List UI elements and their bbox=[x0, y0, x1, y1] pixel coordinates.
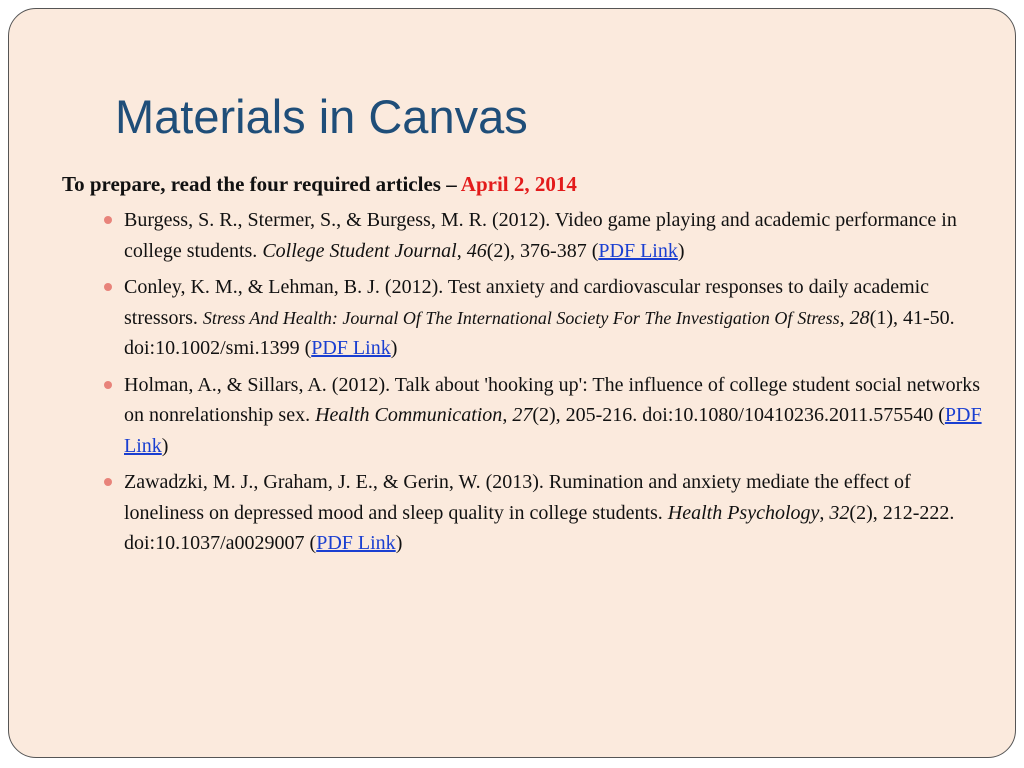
reference-list bbox=[62, 205, 982, 559]
reference-journal-continued: Stress bbox=[797, 307, 840, 328]
slide bbox=[8, 8, 1016, 758]
reference-volume: 27 bbox=[512, 404, 533, 426]
due-date: April 2, 2014 bbox=[460, 172, 577, 196]
reference-journal: Stress And Health: Journal Of The International Society For The Investigation Of bbox=[202, 307, 793, 328]
reference-details: (2), 376-387 ( bbox=[486, 239, 599, 262]
reference-separator: , bbox=[502, 404, 513, 426]
bullet-icon bbox=[104, 216, 112, 224]
bullet-icon bbox=[104, 478, 112, 486]
reference-authors: Conley, K. M., & Lehman, B. J. (2012). Test anxiety and cardiovascular responses to daily academic stressors. bbox=[124, 276, 930, 329]
pdf-link-zawadzki[interactable]: PDF Link bbox=[316, 532, 396, 554]
reference-authors: Holman, A., & Sillars, A. (2012). Talk about 'hooking up': The influence of college student social networks on nonrelationship sex. bbox=[124, 373, 981, 426]
pdf-link-holman[interactable]: PDF Link bbox=[124, 404, 982, 457]
reference-item-conley bbox=[62, 272, 982, 364]
reference-authors: Zawadzki, M. J., Graham, J. E., & Gerin, W. (2013). Rumination and anxiety mediate the effect of loneliness on depressed mood and sleep quality in college students. bbox=[124, 471, 911, 524]
reference-details: (2), 205-216. doi:10.1080/10410236.2011.575540 ( bbox=[532, 404, 945, 426]
reference-close-paren: ) bbox=[677, 239, 685, 262]
reference-item-burgess bbox=[62, 205, 982, 266]
reference-separator: , bbox=[456, 239, 467, 262]
pdf-link-burgess[interactable]: PDF Link bbox=[598, 239, 678, 262]
reference-volume: 32 bbox=[829, 501, 850, 524]
intro-text: To prepare, read the four required articles – bbox=[62, 172, 461, 196]
reference-close-paren: ) bbox=[390, 337, 398, 359]
slide-title: Materials in Canvas bbox=[115, 90, 528, 143]
reference-journal: College Student Journal bbox=[262, 239, 457, 262]
reference-item-zawadzki bbox=[62, 467, 982, 559]
reference-details: (1), 41-50. doi:10.1002/smi.1399 ( bbox=[124, 306, 955, 359]
reference-volume: 46 bbox=[466, 239, 487, 262]
reference-item-holman bbox=[62, 370, 982, 462]
reference-close-paren: ) bbox=[395, 532, 403, 554]
intro-line bbox=[62, 169, 982, 199]
reference-volume: 28 bbox=[849, 306, 870, 329]
reference-authors: Burgess, S. R., Stermer, S., & Burgess, M. R. (2012). Video game playing and academic performance in college students. bbox=[124, 209, 957, 262]
reference-close-paren: ) bbox=[161, 434, 169, 457]
bullet-icon bbox=[104, 381, 112, 389]
bullet-icon bbox=[104, 283, 112, 291]
reference-journal: Health Psychology bbox=[667, 501, 820, 524]
reference-journal: Health Communication bbox=[315, 404, 503, 426]
pdf-link-conley[interactable]: PDF Link bbox=[311, 337, 391, 359]
slide-content bbox=[62, 169, 982, 565]
reference-separator: , bbox=[819, 501, 830, 524]
reference-separator: , bbox=[839, 306, 850, 329]
reference-details: (2), 212-222. doi:10.1037/a0029007 ( bbox=[124, 501, 955, 554]
